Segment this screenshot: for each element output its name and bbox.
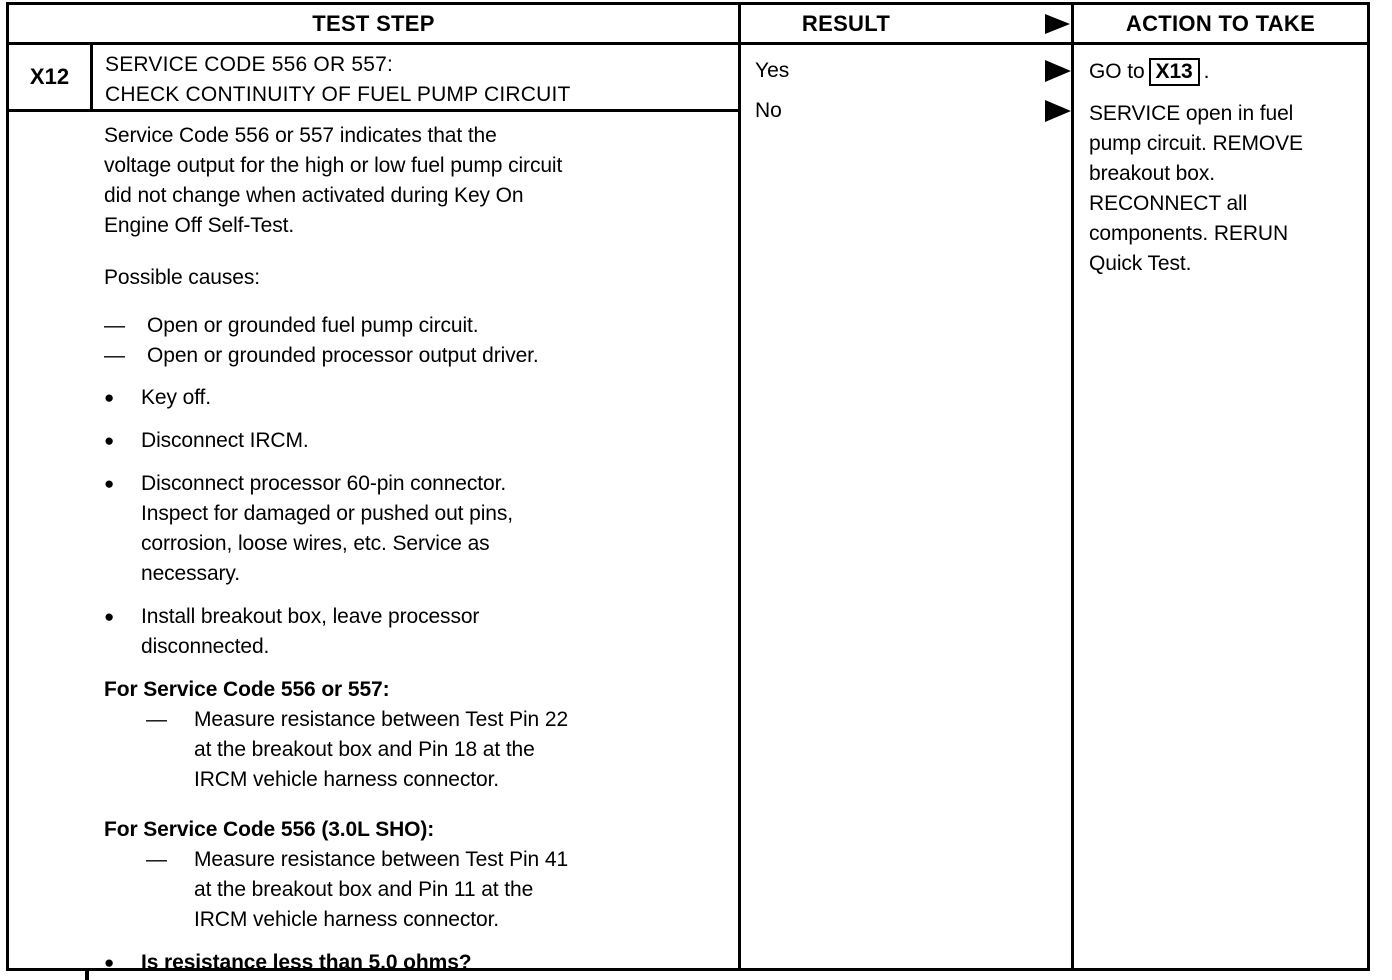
bullet-marker-icon: ● <box>104 607 115 626</box>
action-line: breakout box. <box>1089 162 1215 185</box>
measure-instruction-text <box>194 705 568 795</box>
result-label: No <box>755 99 782 122</box>
step-reference-box: X13 <box>1149 58 1200 86</box>
service-code-section <box>104 815 728 935</box>
cause-item <box>104 341 728 371</box>
dash-marker-icon: — <box>146 848 167 871</box>
step-title-line: SERVICE CODE 556 OR 557: <box>105 53 394 76</box>
procedure-step-text <box>141 383 211 413</box>
step-number: X12 <box>9 45 93 109</box>
bullet-marker-icon: ● <box>104 474 115 493</box>
result-arrow-icon <box>1045 100 1071 122</box>
measure-line: at the breakout box and Pin 18 at the <box>194 738 535 761</box>
action-goto <box>1089 57 1363 87</box>
measure-line: Measure resistance between Test Pin 22 <box>194 708 569 731</box>
test-description-line: voltage output for the high or low fuel pump circuit <box>104 154 563 177</box>
result-label: Yes <box>755 59 790 82</box>
action-body <box>1074 45 1367 279</box>
test-description-line: did not change when activated during Key On <box>104 184 524 207</box>
goto-prefix: GO to <box>1089 60 1145 83</box>
measure-line: Measure resistance between Test Pin 41 <box>194 848 569 871</box>
test-step-column <box>9 5 741 968</box>
procedure-line: Disconnect IRCM. <box>141 429 309 452</box>
procedure-line: necessary. <box>141 562 240 585</box>
action-header: ACTION TO TAKE <box>1074 5 1367 45</box>
procedure-line: disconnected. <box>141 635 270 658</box>
bullet-marker-icon: ● <box>104 431 115 450</box>
bullet-marker-icon: ● <box>104 953 115 968</box>
dash-marker-icon: — <box>146 708 167 731</box>
action-line: components. RERUN <box>1089 222 1289 245</box>
action-line: pump circuit. REMOVE <box>1089 132 1303 155</box>
next-row-divider-tick <box>85 969 89 980</box>
test-step-body <box>9 112 738 968</box>
dash-marker-icon: — <box>104 314 125 337</box>
result-arrow-icon <box>1045 60 1071 82</box>
question-line: Is resistance less than 5.0 ohms? <box>141 951 472 968</box>
result-column <box>741 5 1074 968</box>
dash-marker-icon: — <box>104 344 125 367</box>
measure-instruction <box>146 705 728 795</box>
procedure-step-text <box>141 469 513 589</box>
measure-instruction-text <box>194 845 568 935</box>
procedure-line: Key off. <box>141 386 212 409</box>
procedure-step <box>104 383 728 413</box>
possible-causes-label: Possible causes: <box>104 266 260 289</box>
action-line: Quick Test. <box>1089 252 1192 275</box>
pinpoint-test-table <box>6 2 1370 971</box>
test-question <box>104 948 728 968</box>
possible-causes-list <box>104 311 728 371</box>
measure-instruction <box>146 845 728 935</box>
procedure-step-text <box>141 602 479 662</box>
bullet-marker-icon: ● <box>104 388 115 407</box>
result-row-yes <box>755 57 1071 85</box>
cause-item <box>104 311 728 341</box>
cause-text: Open or grounded processor output driver. <box>147 344 539 367</box>
goto-suffix: . <box>1203 60 1210 83</box>
step-title-row <box>9 45 738 112</box>
result-row-no <box>755 97 1071 125</box>
result-body <box>741 45 1071 125</box>
procedure-line: corrosion, loose wires, etc. Service as <box>141 532 490 555</box>
action-service <box>1089 99 1363 279</box>
section-heading: For Service Code 556 or 557: <box>104 678 390 701</box>
section-heading: For Service Code 556 (3.0L SHO): <box>104 818 435 841</box>
step-title-line: CHECK CONTINUITY OF FUEL PUMP CIRCUIT <box>105 83 571 106</box>
test-question-text <box>141 948 472 968</box>
cause-text: Open or grounded fuel pump circuit. <box>147 314 479 337</box>
test-description-line: Engine Off Self-Test. <box>104 214 295 237</box>
procedure-step-text <box>141 426 309 456</box>
step-title <box>93 45 571 109</box>
procedure-step <box>104 469 728 589</box>
result-header-label: RESULT <box>801 10 891 36</box>
service-code-section <box>104 675 728 795</box>
action-column <box>1074 5 1367 968</box>
procedure-line: Inspect for damaged or pushed out pins, <box>141 502 514 525</box>
procedure-line: Disconnect processor 60-pin connector. <box>141 472 507 495</box>
test-description-line: Service Code 556 or 557 indicates that the <box>104 124 497 147</box>
result-header <box>741 5 1071 45</box>
measure-line: IRCM vehicle harness connector. <box>194 768 500 791</box>
test-description <box>104 121 728 241</box>
action-line: SERVICE open in fuel <box>1089 102 1294 125</box>
procedure-line: Install breakout box, leave processor <box>141 605 480 628</box>
measure-line: IRCM vehicle harness connector. <box>194 908 500 931</box>
result-header-arrow-icon <box>1045 14 1070 34</box>
procedure-step <box>104 426 728 456</box>
measure-line: at the breakout box and Pin 11 at the <box>194 878 534 901</box>
procedure-step <box>104 602 728 662</box>
action-line: RECONNECT all <box>1089 192 1248 215</box>
test-step-header: TEST STEP <box>9 5 738 45</box>
